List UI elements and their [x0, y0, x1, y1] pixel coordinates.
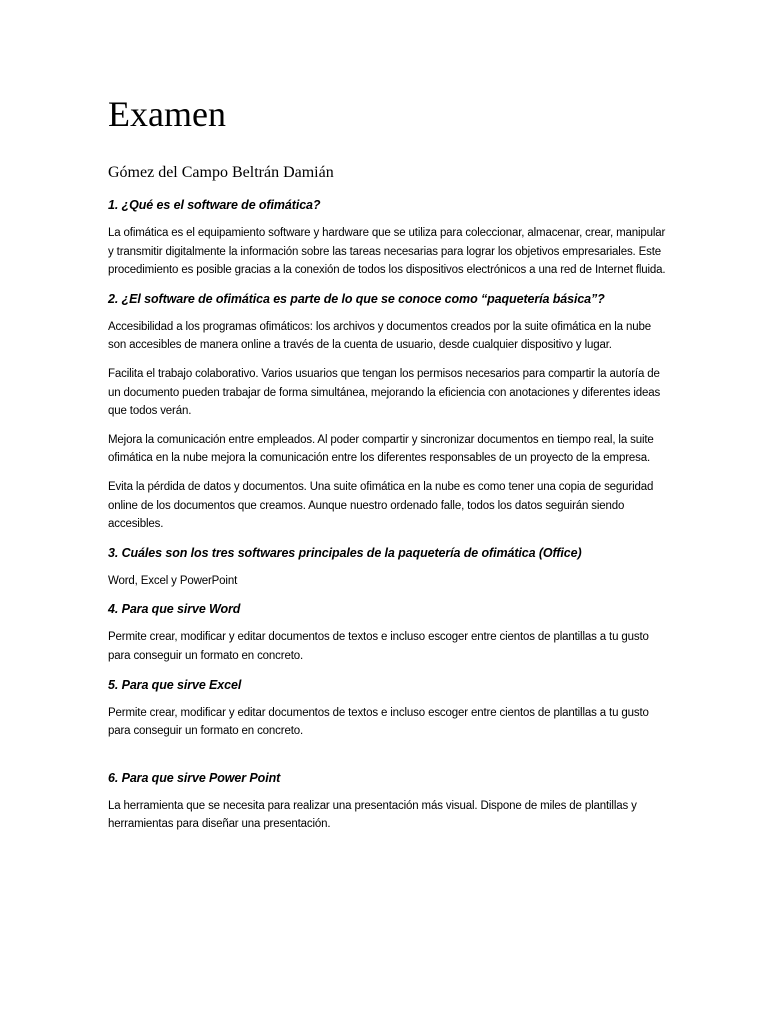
author-name: Gómez del Campo Beltrán Damián: [108, 164, 334, 181]
question-3-heading: 3. Cuáles son los tres softwares principales de la paquetería de ofimática (Office): [108, 545, 582, 560]
answer-5-paragraph-1: Permite crear, modificar y editar documentos de textos e incluso escoger entre cientos de plantillas a tu gusto para conseguir un formato en concreto.: [108, 706, 649, 738]
answer-1-paragraph-1: La ofimática es el equipamiento software y hardware que se utiliza para coleccionar, almacenar, crear, manipular y transmitir digitalmente la información sobre las tareas necesarias para lograr los objetivos empresariales. Este procedimiento es posible gracias a la conexión de todos los dispositivos electrónicos a una red de Internet fluida.: [108, 227, 666, 277]
answer-3-paragraph-1: Word, Excel y PowerPoint: [108, 574, 238, 587]
answer-4-paragraph-1: Permite crear, modificar y editar documentos de textos e incluso escoger entre cientos de plantillas a tu gusto para conseguir un formato en concreto.: [108, 631, 649, 662]
answer-2-paragraph-1: Accesibilidad a los programas ofimáticos: los archivos y documentos creados por la suite ofimática en la nube son accesibles de manera online a través de la cuenta de usuario, desde cualquier dispositivo y lugar.: [108, 320, 651, 352]
document-title: Examen: [108, 94, 226, 134]
question-5-heading: 5. Para que sirve Excel: [108, 677, 242, 692]
document-body: [108, 196, 668, 844]
question-2-heading: 2. ¿El software de ofimática es parte de lo que se conoce como “paquetería básica”?: [108, 291, 605, 306]
answer-2-paragraph-2: Facilita el trabajo colaborativo. Varios usuarios que tengan los permisos necesarios para compartir la autoría de un documento pueden trabajar de forma simultánea, mejorando la eficiencia con anotaciones y diferentes ideas que todos verán.: [108, 367, 661, 418]
answer-2-paragraph-3: Mejora la comunicación entre empleados. Al poder compartir y sincronizar documentos en tiempo real, la suite ofimática en la nube mejora la comunicación entre los diferentes responsables de un proyecto de la empresa.: [108, 433, 654, 465]
question-4-heading: 4. Para que sirve Word: [108, 602, 241, 617]
question-1-heading: 1. ¿Qué es el software de ofimática?: [108, 198, 321, 212]
answer-6-paragraph-1: La herramienta que se necesita para realizar una presentación más visual. Dispone de miles de plantillas y herramientas para diseñar una presentación.: [108, 799, 637, 831]
question-6-heading: 6. Para que sirve Power Point: [108, 770, 281, 785]
answer-2-paragraph-4: Evita la pérdida de datos y documentos. Una suite ofimática en la nube es como tener una copia de seguridad online de los documentos que creamos. Aunque nuestro ordenado falle, todos los datos seguirán siendo accesibles.: [108, 480, 654, 531]
